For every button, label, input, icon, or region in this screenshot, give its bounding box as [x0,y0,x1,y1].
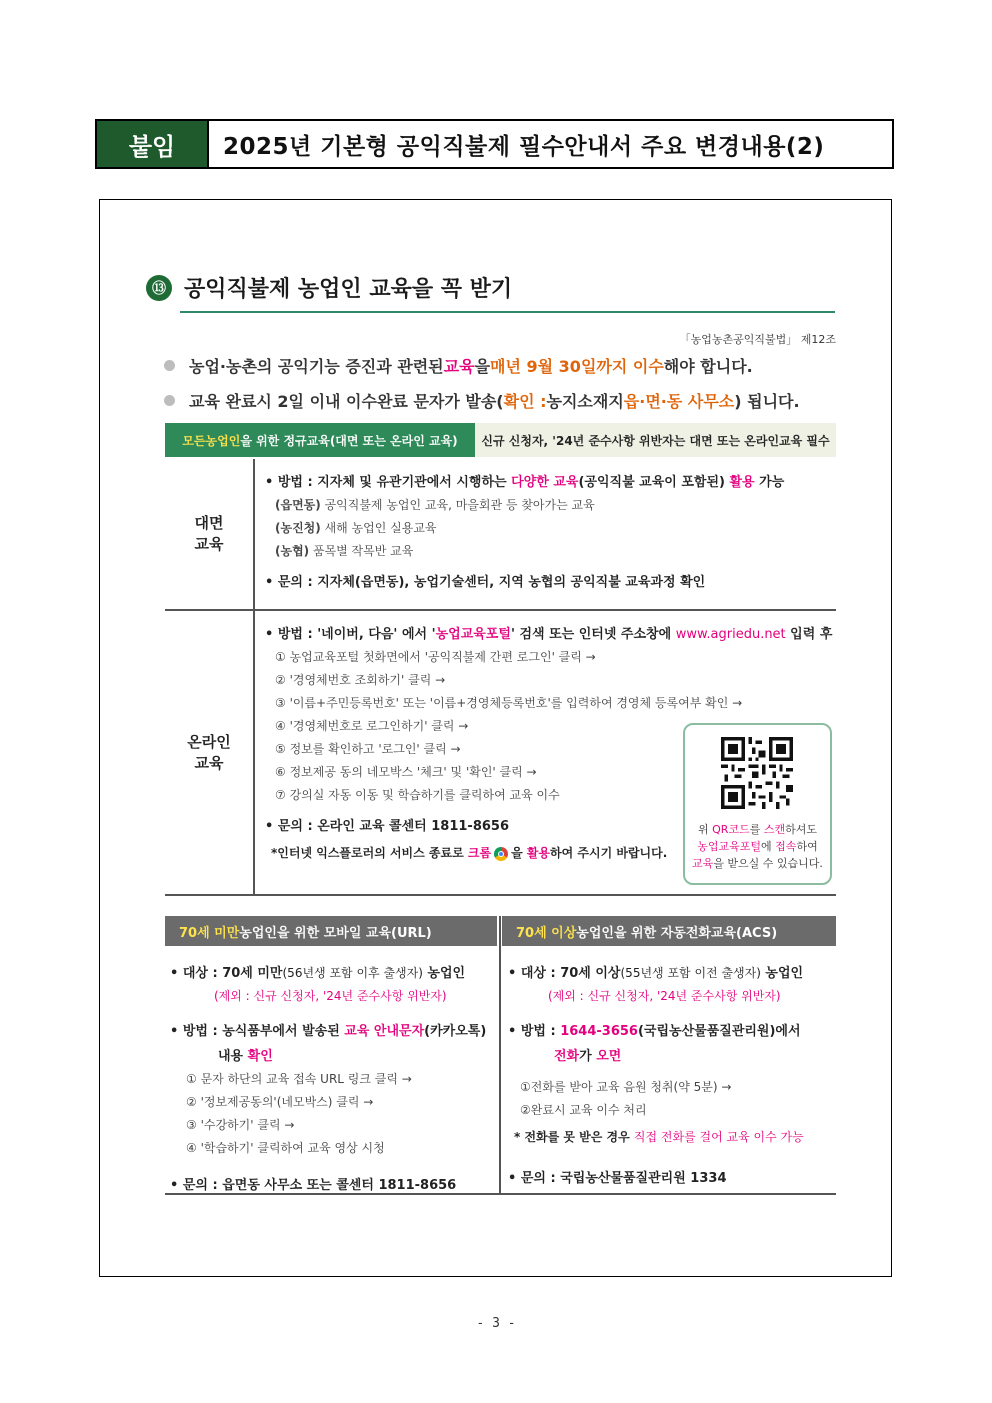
method-text: 입력 후 [785,627,833,642]
mobile-step: ④ '학습하기' 클릭하여 교육 영상 시청 [186,1141,385,1155]
qr-caption-line [685,821,830,838]
mobile-education-body [170,948,495,1193]
bullet-dot-icon [164,395,175,406]
bullet-text: 해야 합니다. [663,357,753,376]
notice-highlight: 크롬 [467,846,492,860]
bullet-text: ) 됩니다. [734,392,800,411]
chrome-icon [494,847,508,861]
header-text: 농업인을 위한 모바일 교육(URL) [239,925,432,941]
bullet-text: 교육 완료시 2일 이내 이수완료 문자가 발송( [189,392,504,411]
note-text: * 전화를 못 받은 경우 [514,1130,634,1144]
mobile-target [170,962,495,981]
document-header [95,119,894,169]
acs-step: ②완료시 교육 이수 처리 [520,1103,647,1117]
bullet-highlight: 읍·면·동 사무소 [623,392,735,411]
bullet-dot-icon [164,360,175,371]
bullet-text: 을 [474,357,491,376]
portal-url-link[interactable]: www.agriedu.net [675,627,786,642]
qr-highlight: 접속 [775,840,797,854]
item-value: 공익직불제 농업인 교육, 마을회관 등 찾아가는 교육 [320,498,595,512]
online-contact: • 문의 : 온라인 교육 콜센터 1811-8656 [265,819,510,834]
offline-item [275,519,836,536]
qr-highlight: 교육 [692,857,714,871]
method-text: • 방법 : 지자체 및 유관기관에서 시행하는 [265,475,512,490]
item-key: (농협) [275,544,310,558]
item-key: (읍면동) [275,498,321,512]
mobile-step: ② '정보제공동의'(네모박스) 클릭 → [186,1095,374,1109]
method-highlight: 전화 [554,1049,580,1064]
note-highlight: 직접 전화를 걸어 교육 이수 가능 [633,1130,804,1144]
target-text: • 대상 : 70세 미만 [170,966,283,981]
attachment-tag: 붙임 [97,121,209,167]
mobile-method [170,1020,495,1039]
law-reference: 「농업농촌공익직불법」 제12조 [679,333,836,346]
acs-step: ①전화를 받아 교육 음원 청취(약 5분) → [520,1080,732,1094]
notice-text: 을 [511,846,527,860]
section-heading: 공익직불제 농업인 교육을 꼭 받기 [184,277,513,302]
method-text: • 방법 : [508,1024,561,1039]
qr-caption [685,821,830,872]
target-sub: (56년생 포함 이후 출생자) [282,966,423,980]
section-number-badge: ⑬ [146,275,172,301]
qr-text: 하셔도 [785,823,817,836]
method-text: (카카오톡) [424,1024,487,1039]
offline-education-body [255,459,836,609]
regular-education-header [165,423,475,457]
offline-item [275,542,836,559]
method-text: ' 검색 또는 인터넷 주소창에 [510,627,676,642]
qr-text: 을 받으실 수 있습니다. [713,857,823,871]
mobile-education-header [165,916,497,946]
qr-text: 를 [749,823,764,836]
target-text: • 대상 : 70세 이상 [508,966,621,981]
method-text: (공익직불 교육이 포함된) [578,475,730,490]
qr-text: 에 [761,840,776,854]
bullet-highlight: 확인 : [503,392,547,411]
online-step: ③ '이름+주민등록번호' 또는 '이름+경영체등록번호'를 입력하여 경영체 등록여부 확인 → [275,696,743,710]
qr-caption-line [685,855,830,872]
notice-text: *인터넷 익스플로러의 서비스 종료로 [271,846,468,860]
target-sub: (55년생 포함 이전 출생자) [620,966,761,980]
online-step: ⑦ 강의실 자동 이동 및 학습하기를 클릭하여 교육 이수 [275,788,560,802]
notice-text: 하여 주시기 바랍니다. [550,846,668,860]
acs-method [508,1020,833,1039]
mobile-step: ① 문자 하단의 교육 접속 URL 링크 클릭 → [186,1072,412,1086]
bullet-text: 농업·농촌의 공익기능 증진과 관련된 [189,357,444,376]
header-text: 을 위한 정규교육(대면 또는 온라인 교육) [240,433,458,448]
method-text: 내용 [218,1049,248,1064]
mobile-step: ③ '수강하기' 클릭 → [186,1118,295,1132]
online-step: ① 농업교육포털 첫화면에서 '공익직불제 간편 로그인' 클릭 → [275,650,596,664]
method-highlight: 확인 [247,1049,273,1064]
mobile-method-cont [218,1045,495,1064]
acs-contact: • 문의 : 국립농산물품질관리원 1334 [508,1171,727,1186]
qr-highlight: 농업교육포털 [697,840,762,854]
method-highlight: 교육 안내문자 [344,1024,425,1039]
offline-item [275,496,836,513]
page-number: - 3 - [476,1316,516,1331]
acs-education-body [508,948,833,1193]
method-text: • 방법 : 농식품부에서 발송된 [170,1024,345,1039]
method-highlight: 활용 [729,475,755,490]
online-step: ④ '경영체번호로 로그인하기' 클릭 → [275,719,469,733]
bullet-education-deadline [164,354,753,377]
section-title [146,272,512,303]
acs-note [514,1128,833,1145]
qr-code-box [683,723,832,885]
bullet-completion-sms [164,389,800,412]
header-text: 농업인을 위한 자동전화교육(ACS) [576,925,778,941]
education-table-header [165,423,836,457]
qr-caption-line [685,838,830,855]
method-highlight: 오면 [596,1049,622,1064]
item-value: 품목별 작목반 교육 [309,544,414,558]
bullet-highlight: 매년 9월 30일까지 이수 [490,357,664,376]
offline-education-label: 대면 교육 [165,459,255,609]
online-step: ⑥ 정보제공 동의 네모박스 '체크' 및 '확인' 클릭 → [275,765,537,779]
method-text: • 방법 : '네이버, 다음' 에서 ' [265,627,436,642]
offline-method [265,471,836,490]
item-key: (농진청) [275,521,321,535]
target-text: 농업인 [422,966,466,981]
offline-education-row [165,459,836,611]
online-step: ② '경영체번호 조회하기' 클릭 → [275,673,446,687]
mobile-exclusion: (제외 : 신규 신청자, '24년 준수사항 위반자) [214,989,447,1003]
bullet-highlight: 교육 [443,357,475,376]
online-method [265,623,836,642]
header-highlight: 모든농업인 [182,433,241,448]
acs-method-cont [554,1045,833,1064]
method-text: 가능 [754,475,785,490]
qr-text: 하여 [796,840,818,854]
method-highlight: 농업교육포털 [435,627,511,642]
method-highlight: 다양한 교육 [511,475,579,490]
acs-target [508,962,833,981]
bullet-text: 농지소재지 [546,392,624,411]
mandatory-notice-header: 신규 신청자, '24년 준수사항 위반자는 대면 또는 온라인교육 필수 [475,423,836,457]
table-bottom-border [165,1193,836,1195]
online-education-label: 온라인 교육 [165,611,255,894]
qr-highlight: 스캔 [763,823,786,836]
document-title: 2025년 기본형 공익직불제 필수안내서 주요 변경내용(2) [223,133,825,160]
offline-contact: • 문의 : 지자체(읍면동), 농업기술센터, 지역 농협의 공익직불 교육과정 확인 [265,575,706,590]
online-step: ⑤ 정보를 확인하고 '로그인' 클릭 → [275,742,461,756]
header-highlight: 70세 이상 [516,925,577,941]
qr-code-icon[interactable] [721,737,793,809]
notice-highlight: 활용 [526,846,551,860]
acs-exclusion: (제외 : 신규 신청자, '24년 준수사항 위반자) [548,989,781,1003]
method-text: (국립농산물품질관리원)에서 [637,1024,801,1039]
target-text: 농업인 [760,966,804,981]
section-underline [180,311,835,313]
item-value: 새해 농업인 실용교육 [320,521,437,535]
acs-education-header [502,916,836,946]
qr-text: 위 [698,823,713,836]
column-divider [499,916,501,1195]
mobile-contact: • 문의 : 읍면동 사무소 또는 콜센터 1811-8656 [170,1178,457,1193]
method-highlight: 1644-3656 [560,1024,638,1039]
header-highlight: 70세 미만 [179,925,240,941]
method-text: 가 [579,1049,597,1064]
qr-highlight: QR코드 [712,823,750,836]
